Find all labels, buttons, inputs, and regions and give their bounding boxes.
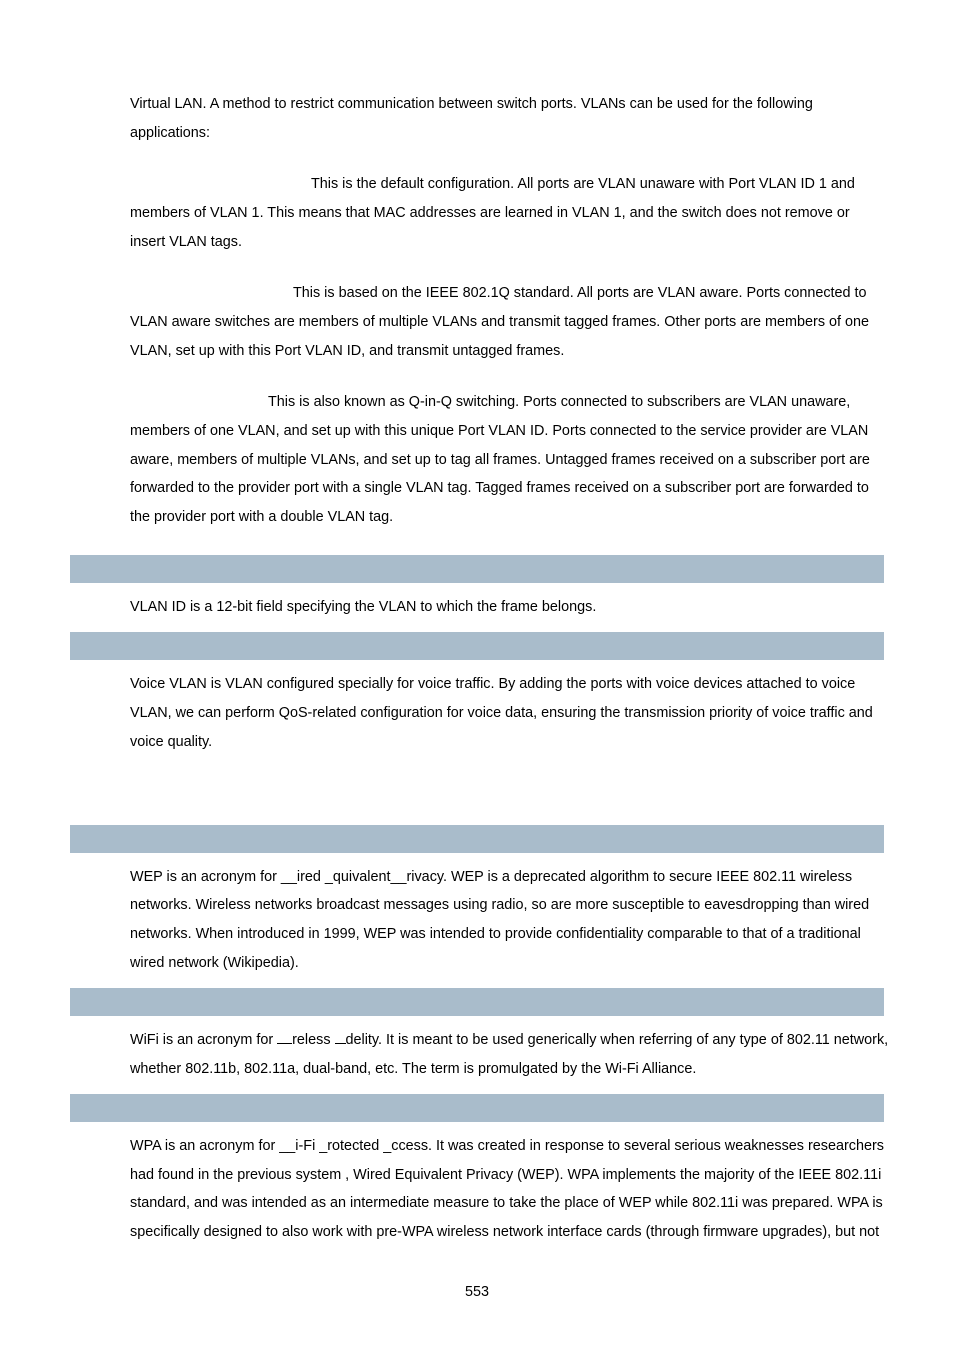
vlan-id-text: VLAN ID is a 12-bit field specifying the VLAN to which the frame belongs. (130, 599, 597, 615)
qinq-line-1: This is also known as Q-in-Q switching. Ports connected to subscribers are VLAN unaware, (268, 394, 851, 410)
vlan-unaware-line-2: members of VLAN 1. This means that MAC addresses are learned in VLAN 1, and the switch does not remove or (130, 205, 850, 221)
vlan-aware-line-2: VLAN aware switches are members of multiple VLANs and transmit tagged frames. Other ports are members of one (130, 314, 870, 330)
page-number: 553 (464, 1284, 489, 1300)
section-header-bar-wep (70, 825, 884, 853)
vlan-aware-line-1: This is based on the IEEE 802.1Q standard. All ports are VLAN aware. Ports connected to (293, 285, 867, 301)
voice-vlan-line-1: Voice VLAN is VLAN configured specially for voice traffic. By adding the ports with voice devices attached to voice (130, 676, 856, 692)
section-header-bar-voice-vlan (70, 632, 884, 660)
section-header-bar-wifi (70, 988, 884, 1016)
vlan-unaware-line-3: insert VLAN tags. (130, 234, 242, 250)
qinq-line-2: members of one VLAN, and set up with this unique Port VLAN ID. Ports connected to the service provider are VLAN (130, 423, 869, 439)
wep-line-3: networks. When introduced in 1999, WEP was intended to provide confidentiality comparable to that of a traditional (130, 926, 861, 942)
wifi-line-2: whether 802.11b, 802.11a, dual-band, etc. The term is promulgated by the Wi-Fi Alliance. (130, 1061, 697, 1077)
section-header-bar-vlan-id (70, 555, 884, 583)
vlan-unaware-line-1: This is the default configuration. All ports are VLAN unaware with Port VLAN ID 1 and (311, 176, 855, 192)
wpa-line-2: had found in the previous system , Wired Equivalent Privacy (WEP). WPA implements the majority of the IEEE 802.11i (130, 1167, 882, 1183)
wep-line-2: networks. Wireless networks broadcast messages using radio, so are more susceptible to eavesdropping than wired (130, 897, 870, 913)
wifi-line-1-part-c: delity. It is meant to be used generically when referring of any type of 802.11 network, (345, 1032, 889, 1048)
vlan-intro-line-1: Virtual LAN. A method to restrict communication between switch ports. VLANs can be used for the following (130, 96, 813, 112)
wpa-line-1: WPA is an acronym for __i-Fi _rotected _ccess. It was created in response to several serious weaknesses researchers (130, 1138, 884, 1154)
voice-vlan-line-2: VLAN, we can perform QoS-related configuration for voice data, ensuring the transmission priority of voice traffic and (130, 705, 873, 721)
wifi-line-1-part-b: reless (292, 1032, 335, 1048)
wep-line-4: wired network (Wikipedia). (130, 955, 299, 971)
underline-blank (277, 1031, 292, 1044)
qinq-line-5: the provider port with a double VLAN tag. (130, 509, 394, 525)
voice-vlan-line-3: voice quality. (130, 734, 213, 750)
qinq-line-3: aware, members of multiple VLANs, and set up to tag all frames. Untagged frames received on a subscriber port are (130, 452, 870, 468)
qinq-line-4: forwarded to the provider port with a single VLAN tag. Tagged frames received on a subscriber port are forwarded to (130, 480, 869, 496)
wep-line-1: WEP is an acronym for __ired _quivalent__rivacy. WEP is a deprecated algorithm to secure IEEE 802.11 wireless (130, 869, 853, 885)
wifi-line-1-part-a: WiFi is an acronym for (130, 1032, 278, 1048)
vlan-intro-line-2: applications: (130, 125, 210, 141)
underline-blank (335, 1031, 346, 1044)
section-header-bar-wpa (70, 1094, 884, 1122)
vlan-aware-line-3: VLAN, set up with this Port VLAN ID, and transmit untagged frames. (130, 343, 565, 359)
wifi-line-1 (130, 1031, 888, 1049)
wpa-line-3: standard, and was intended as an intermediate measure to take the place of WEP while 802.11i was prepared. WPA is (130, 1195, 883, 1211)
wpa-line-4: specifically designed to also work with pre-WPA wireless network interface cards (through firmware upgrades), but not (130, 1224, 880, 1240)
